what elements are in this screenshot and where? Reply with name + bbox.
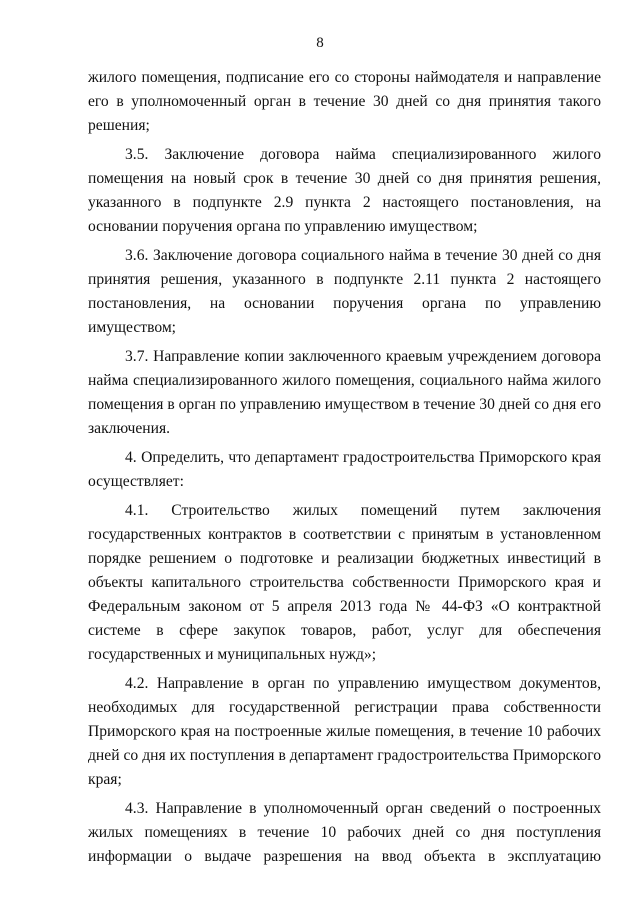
paragraph-3-5: 3.5. Заключение договора найма специализированного жилого помещения на новый срок в течение 30 дней со дня принятия решения, указанного в подпункте 2.9 пункта 2 настоящего постановления, на основании поручения органа по управлению имуществом; <box>88 146 601 235</box>
document-body <box>88 66 601 874</box>
paragraph-3-6: 3.6. Заключение договора социального найма в течение 30 дней со дня принятия решения, указанного в подпункте 2.11 пункта 2 настоящего постановления, на основании поручения органа по управлению имуществом; <box>88 247 601 336</box>
paragraph-4-3: 4.3. Направление в уполномоченный орган сведений о построенных жилых помещениях в течение 10 рабочих дней со дня поступления информации о выдаче разрешения на ввод объекта в эксплуатацию <box>88 800 601 865</box>
paragraph-4-2: 4.2. Направление в орган по управлению имуществом документов, необходимых для государственной регистрации права собственности Приморского края на построенные жилые помещения, в течение 10 рабочих дней со дня их поступления в департамент градостроительства Приморского края; <box>88 675 601 788</box>
paragraph-continuation: жилого помещения, подписание его со стороны наймодателя и направление его в уполномоченный орган в течение 30 дней со дня принятия такого решения; <box>88 69 601 134</box>
paragraph-3-7: 3.7. Направление копии заключенного краевым учреждением договора найма специализированного жилого помещения, социального найма жилого помещения в орган по управлению имуществом в течение 30 дней со дня его заключения. <box>88 348 601 437</box>
paragraph-4-1: 4.1. Строительство жилых помещений путем заключения государственных контрактов в соответствии с принятым в установленном порядке решением о подготовке и реализации бюджетных инвестиций в объекты капитального строительства собственности Приморского края и Федеральным законом от 5 апреля 2013 года № 44-ФЗ «О контрактной системе в сфере закупок товаров, работ, услуг для обеспечения государственных и муниципальных нужд»; <box>88 502 601 663</box>
paragraph-4: 4. Определить, что департамент градостроительства Приморского края осуществляет: <box>88 449 601 490</box>
page-number: 8 <box>316 35 324 51</box>
